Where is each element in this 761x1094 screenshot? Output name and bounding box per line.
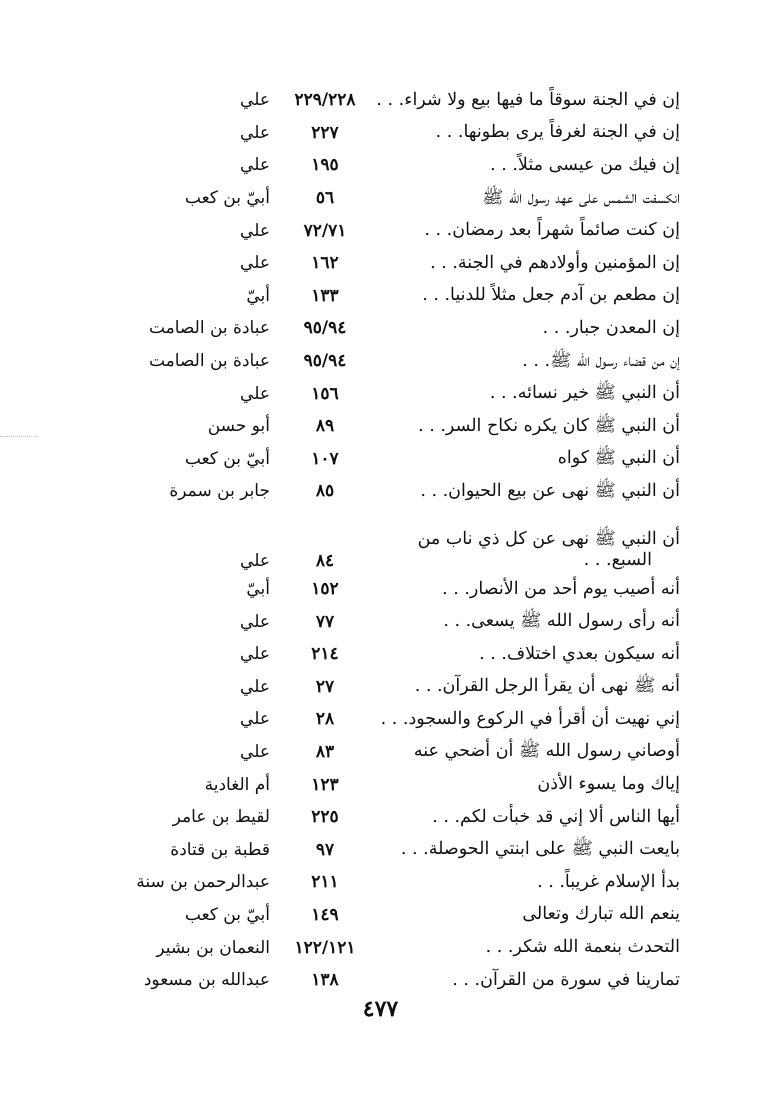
hadith-text: إياك وما يسوء الأذن <box>537 774 680 795</box>
hadith-reference: ٢١١ <box>311 872 339 893</box>
narrator-name: علي <box>240 383 270 404</box>
narrator-name: أبيّ بن كعب <box>184 448 270 469</box>
index-row <box>110 833 680 866</box>
narrator-name: أبو حسن <box>207 416 270 437</box>
narrator-name: علي <box>240 220 270 241</box>
hadith-text: إن المؤمنين وأولادهم في الجنة. . . <box>430 252 680 273</box>
hadith-reference: ٥٦ <box>315 188 335 209</box>
index-row <box>110 573 680 606</box>
hadith-reference: ٧٢/٧١ <box>303 220 347 241</box>
hadith-reference: ١٤٩ <box>311 904 339 925</box>
index-row <box>110 345 680 378</box>
hadith-reference: ٨٤ <box>315 550 335 571</box>
index-row <box>110 149 680 182</box>
index-row <box>110 443 680 476</box>
narrator-name: عبدالله بن مسعود <box>143 970 270 991</box>
hadith-text: بدأ الإسلام غريباً. . . <box>537 871 680 892</box>
hadith-reference: ٢٢٥ <box>311 807 339 828</box>
hadith-text: إني نهيت أن أقرأ في الركوع والسجود. . . <box>380 708 680 729</box>
index-row <box>110 84 680 117</box>
margin-mark <box>0 436 38 437</box>
hadith-reference: ٩٥/٩٤ <box>303 351 347 372</box>
hadith-text: التحدث بنعمة الله شكر. . . <box>485 937 680 958</box>
hadith-text: أن النبي ﷺ خير نسائه. . . <box>489 383 680 404</box>
index-row <box>110 475 680 508</box>
index-row <box>110 964 680 997</box>
narrator-name: أبيّ <box>246 285 270 306</box>
narrator-name: علي <box>240 709 270 730</box>
hadith-reference: ٩٥/٩٤ <box>303 318 347 339</box>
hadith-reference: ١٣٣ <box>311 285 339 306</box>
narrator-name: علي <box>240 741 270 762</box>
index-row <box>110 899 680 932</box>
index-row <box>110 214 680 247</box>
hadith-text: أن النبي ﷺ كان يكره نكاح السر. . . <box>418 415 680 436</box>
hadith-reference: ١٦٢ <box>311 253 339 274</box>
hadith-text: إن فيك من عيسى مثلاً. . . <box>490 154 680 175</box>
narrator-name: أبيّ <box>246 579 270 600</box>
hadith-reference: ٢٧ <box>315 676 335 697</box>
hadith-text: إن في الجنة لغرفاً يرى بطونها. . . <box>435 122 680 143</box>
hadith-reference: ٨٣ <box>315 741 335 762</box>
hadith-reference: ٩٧ <box>315 839 335 860</box>
hadith-reference: ٢٢٩/٢٢٨ <box>294 90 356 111</box>
index-row <box>110 182 680 215</box>
index-row <box>110 280 680 313</box>
index-row <box>110 736 680 769</box>
hadith-text: إن من قضاء رسول الله ﷺ. . . <box>522 350 680 371</box>
hadith-text: ينعم الله تبارك وتعالى <box>522 904 680 925</box>
hadith-text: أيها الناس ألا إني قد خبأت لكم. . . <box>432 806 680 827</box>
index-row <box>110 377 680 410</box>
index-row <box>110 247 680 280</box>
hadith-text: أنه رأى رسول الله ﷺ يسعى. . . <box>443 611 680 632</box>
narrator-name: علي <box>240 550 270 571</box>
narrator-name: لقيط بن عامر <box>172 807 270 828</box>
hadith-reference: ٨٩ <box>315 416 335 437</box>
narrator-name: علي <box>240 644 270 665</box>
hadith-text: أن النبي ﷺ نهى عن بيع الحيوان. . . <box>420 480 680 501</box>
index-row <box>110 801 680 834</box>
narrator-name: علي <box>240 122 270 143</box>
hadith-text-line-1: أن النبي ﷺ نهى عن كل ذي ناب من <box>417 528 680 549</box>
hadith-text: انكسفت الشمس على عهد رسول الله ﷺ <box>482 187 680 208</box>
hadith-text: أوصاني رسول الله ﷺ أن أضحي عنه <box>413 741 680 762</box>
hadith-text: أنه سيكون بعدي اختلاف. . . <box>479 643 680 664</box>
narrator-name: عبادة بن الصامت <box>148 318 270 339</box>
narrator-name: علي <box>240 611 270 632</box>
index-row <box>110 312 680 345</box>
index-row <box>110 671 680 704</box>
hadith-text: أن النبي ﷺ كواه <box>557 448 680 469</box>
index-row <box>110 117 680 150</box>
hadith-reference: ١٢٢/١٢١ <box>294 937 356 958</box>
hadith-reference: ٢١٤ <box>311 644 339 665</box>
index-row <box>110 866 680 899</box>
hadith-text: إن المعدن جبار. . . <box>542 317 680 338</box>
hadith-reference: ١٢٣ <box>311 774 339 795</box>
index-row <box>110 931 680 964</box>
hadith-text: تمارينا في سورة من القرآن. . . <box>452 969 680 990</box>
hadith-reference: ١٥٢ <box>311 579 339 600</box>
hadith-text: إن في الجنة سوقاً ما فيها بيع ولا شراء. . . <box>376 89 680 110</box>
hadith-reference: ٨٥ <box>315 481 335 502</box>
narrator-name: علي <box>240 90 270 111</box>
page-number: ٤٧٧ <box>362 996 399 1022</box>
narrator-name: علي <box>240 155 270 176</box>
narrator-name: عبدالرحمن بن سنة <box>136 872 270 893</box>
index-row <box>110 768 680 801</box>
index-row <box>110 703 680 736</box>
hadith-reference: ٢٨ <box>315 709 335 730</box>
narrator-name: علي <box>240 253 270 274</box>
hadith-text: أنه ﷺ نهى أن يقرأ الرجل القرآن. . . <box>414 676 680 697</box>
narrator-name: عبادة بن الصامت <box>148 351 270 372</box>
narrator-name: أبيّ بن كعب <box>184 188 270 209</box>
hadith-reference: ٢٢٧ <box>311 122 339 143</box>
narrator-name: علي <box>240 676 270 697</box>
narrator-name: أم الغادية <box>204 774 270 795</box>
hadith-index-table <box>110 84 680 996</box>
index-row <box>110 508 680 573</box>
narrator-name: النعمان بن بشير <box>156 937 270 958</box>
hadith-reference: ١٠٧ <box>311 448 339 469</box>
hadith-text: بايعت النبي ﷺ على ابنتي الحوصلة. . . <box>400 839 680 860</box>
hadith-reference: ٧٧ <box>315 611 335 632</box>
index-row <box>110 638 680 671</box>
hadith-reference: ١٣٨ <box>311 970 339 991</box>
hadith-text: إن كنت صائماً شهراً بعد رمضان. . . <box>424 220 680 241</box>
narrator-name: جابر بن سمرة <box>169 481 270 502</box>
hadith-text: أنه أصيب يوم أحد من الأنصار. . . <box>442 578 680 599</box>
narrator-name: أبيّ بن كعب <box>184 904 270 925</box>
hadith-text-line-2: السبع. . . <box>583 549 652 570</box>
hadith-text <box>380 529 680 571</box>
index-row <box>110 410 680 443</box>
index-row <box>110 605 680 638</box>
hadith-reference: ١٥٦ <box>311 383 339 404</box>
hadith-text: إن مطعم بن آدم جعل مثلاً للدنيا. . . <box>422 285 680 306</box>
narrator-name: قطبة بن قتادة <box>170 839 270 860</box>
hadith-reference: ١٩٥ <box>311 155 339 176</box>
